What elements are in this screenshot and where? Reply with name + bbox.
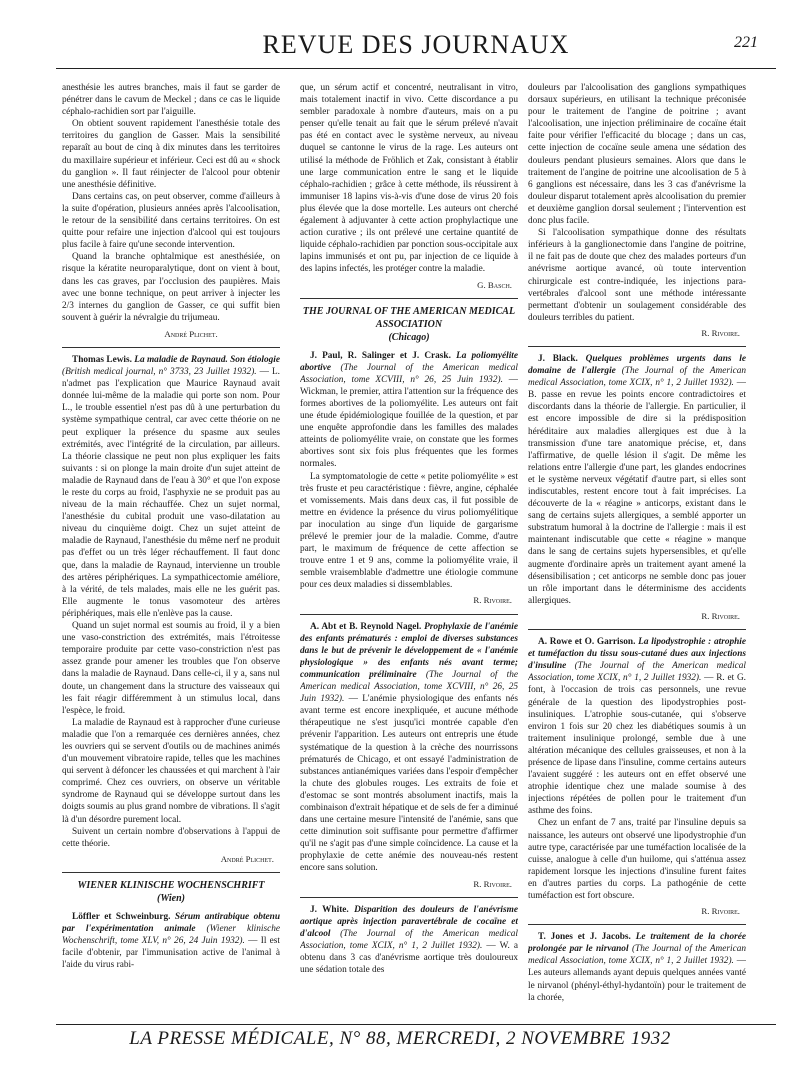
page-footer: LA PRESSE MÉDICALE, N° 88, MERCREDI, 2 NOVEMBRE 1932	[129, 1028, 671, 1049]
paragraph: douleurs par l'alcoolisation des ganglions sympathiques dorsaux supérieurs, en utilisant la technique préconisée pour le traitement de l'angine de poitrine ; avant l'alcoolisation, une injection préliminaire de cocaïne était faite pour vérifier l'efficacité du blocage ; dans un cas, cette injection de cocaïne seule amena une sédation des douleurs pendant plusieurs semaines. Alors que dans le traitement de l'angine de poitrine une alcoolisation de 5 à 6 ganglions est nécessaire, dans les 3 cas d'anévrisme la douleur disparut totalement après alcoolisation du premier et deuxième ganglion dorsal seulement ; l'intervention est donc plus facile.	[528, 83, 746, 227]
journal-city: (Wien)	[157, 892, 185, 904]
page-number: 221	[734, 34, 758, 51]
article-author: J. Paul, R. Salinger et J. Crask.	[310, 350, 451, 361]
paragraph: anesthésie les autres branches, mais il faut se garder de pénétrer dans le cavum de Meckel ; dans ce cas le liquide céphalo-rachidien sort par l'aiguille.	[62, 83, 280, 118]
article-text: — B. passe en revue les points encore contradictoires et discordants dans la théorie de l'allergie. En particulier, il est encore impossible de dire si la prédisposition héréditaire aux maladies allergiques est due à la transmission d'une tare anatomique précise, et, dans l'affirmative, de quelle lésion il s'agit. De même les relations entre l'allergie d'une part, les glandes endocrines et le système nerveux végétatif d'autre part, si elles sont indiscutables, restent encore tout à fait imprécises. La découverte de la « réagine » anticorps, existant dans le sang de certains sujets allergiques, a semblé apporter un substratum humoral à la doctrine de l'allergie : mais il est maintenant indiscutable que cette « réagine » manque dans le sang de certains sujets hypersensibles, et qu'elle augmente d'ordinaire après un traitement ayant amené la désensibilisation ; cet anticorps ne semble donc pas jouer un rôle important dans le déterminisme des accidents allergiques.	[528, 378, 746, 606]
signature: R. Rivoire.	[701, 327, 740, 338]
signature: André Plichet.	[164, 328, 218, 339]
article-title: La poliomyélite abortive	[300, 350, 518, 373]
separator-rule	[62, 872, 280, 873]
journal-heading	[300, 305, 518, 344]
article-title: La lipodystrophie : atrophie et tuméfaction du tissu sous-cutané dues aux injections d'insuline	[528, 637, 746, 672]
paragraph: Chez un enfant de 7 ans, traité par l'insuline depuis sa naissance, les auteurs ont observé une lipodystrophie d'un autre type, caractérisée par une tuméfaction localisée de la cuisse, analogue à celle d'un huilome, qui s'atténua assez rapidement lorsque les injections d'insuline furent faites en d'autres parties du corps. La pathogénie de cette tuméfaction est fort obscure.	[528, 818, 746, 901]
article-summary	[300, 904, 518, 977]
paragraph: On obtient souvent rapidement l'anesthésie totale des territoires du ganglion de Gasser. Mais la sensibilité reparaît au bout de cinq à dix minutes dans les territoires du maxillaire supérieur et inférieur. Ceci est dû au « shock du ganglion ». Il faut réinjecter de l'alcool pour obtenir une anesthésie définitive.	[62, 119, 280, 190]
article-title: Sérum antirabique obtenu par l'expérimentation animale	[62, 911, 280, 934]
paragraph: Dans certains cas, on peut observer, comme d'ailleurs à la suite d'opération, plusieurs années après l'alcoolisation, le retour de la sensibilité dans certains territoires. On est quitte pour refaire une injection d'alcool qui est toujours plus facile à faire qu'une seconde intervention.	[62, 191, 280, 251]
article-text: — L'anémie physiologique des enfants nés avant terme est encore inexpliquée, et aucune méthode thérapeutique ne s'est jusqu'ici montrée capable d'en prévenir l'apparition. Les auteurs ont entrepris une étude systématique de la question à la crèche des nourrissons prématurés de Chicago, et ont essayé l'administration de substances antianémiques variées dans l'espoir d'empêcher la chute des globules rouges. Les extraits de foie et d'estomac se sont montrés absolument inactifs, mais la combinaison d'extrait hépatique et de sels de fer a diminué dans une certaine mesure l'intensité de l'anémie, sans que cette diminution soit suffisante pour permettre d'affirmer qu'il ne s'agit pas d'une simple coïncidence. La cause et la prophylaxie de cette anémie des nouveau-nés restent encore sans solution.	[300, 694, 518, 874]
article-summary	[300, 350, 518, 471]
article-text: — Les auteurs allemands ayant depuis quelques années vanté le nirvanol (phényl-éthyl-hydantoïn) pour le traitement de la chorée,	[528, 956, 746, 1003]
paragraph: La maladie de Raynaud est à rapprocher d'une curieuse maladie que l'on a remarquée ces dernières années, chez les ouvriers qui se servent d'outils ou de machines animés d'un mouvement vibratoire rapide, telles que les machines qui servent à défoncer les chaussées et qui marchent à l'air comprimé. Chez ces ouvriers, on observe un véritable syndrome de Raynaud qui se développe surtout dans les doigts soumis au plus grand nombre de vibrations. Il s'agit là d'un désordre purement local.	[62, 717, 280, 825]
paragraph: que, un sérum actif et concentré, neutralisant in vitro, mais totalement inactif in vivo. Cette discordance a pu sembler paradoxale à nombre d'auteurs, mais on a pu penser qu'elle tenait au fait que le sérum prélevé n'avait pas été en contact avec le système nerveux, au niveau duquel se cantonne le virus de la rage. Les auteurs ont utilisé la méthode de Fröhlich et Zak, consistant à établir une large communication entre le sang et le liquide céphalo-rachidien ; grâce à cette méthode, ils réussirent à immuniser 18 lapins vis-à-vis d'une dose de virus 20 fois plus élevée que la dose mortelle. Les auteurs ont cherché également à adjuvanter à cette action prophylactique une action curative ; ils ont prélevé une certaine quantité de liquide céphalo-rachidien par ponction sous-occipitale aux lapins immunisés et ont pu, par injection de ce liquide à des lapins infectés, les protéger contre la maladie.	[300, 83, 518, 275]
article-summary	[62, 354, 280, 620]
article-summary	[528, 931, 746, 1004]
paragraph: Quand la branche ophtalmique est anesthésiée, on risque la kératite neuroparalytique, dont on vient à bout, dans les cas graves, par l'occlusion des paupières. Mais avec une bonne technique, on peut arriver à injecter les 2/3 internes du ganglion de Gasser, ce qui suffit bien souvent à guérir la névralgie du trijumeau.	[62, 252, 280, 323]
article-title: Le traitement de la chorée prolongée par le nirvanol	[528, 932, 746, 955]
article-summary	[528, 353, 746, 607]
separator-rule	[62, 347, 280, 348]
separator-rule	[528, 924, 746, 925]
article-text: — Wickman, le premier, attira l'attention sur la fréquence des formes abortives de la poliomyélite. Les auteurs ont fait une étude épidémiologique fouillée de la question, et par une enquête approfondie dans les familles des malades atteints de poliomyélite vraie, on constate que les formes abortives sont six fois plus fréquentes que les formes normales.	[300, 374, 518, 470]
article-reference: (The Journal of the American medical Association, tome XCVIII, n° 26, 25 Juin 1932).	[300, 362, 518, 385]
paragraph: La symptomatologie de cette « petite poliomyélite » est très fruste et peu caractéristique : fièvre, angine, céphalée et vomissements. Mais dans deux cas, il fut possible de mettre en évidence la présence du virus poliomyélitique par inoculation au singe d'un liquide de gargarisme prélevé le premier jour de la maladie. Comme, d'autre part, le maximum de fréquence de cette affection se trouve entre 1 et 9 ans, comme la poliomyélite vraie, il semble vraisemblable d'admettre une étiologie commune pour ces deux maladies si dissemblables.	[300, 471, 518, 591]
column-3	[528, 82, 746, 1020]
article-text: — Il est facile d'obtenir, par l'immunisation active de l'animal à l'aide du virus rabi-	[62, 936, 280, 971]
article-reference: (Wiener klinische Wochenschrift, tome XLV, n° 26, 24 Juin 1932).	[62, 924, 280, 947]
separator-rule	[300, 298, 518, 299]
paragraph: Suivent un certain nombre d'observations à l'appui de cette théorie.	[62, 826, 280, 849]
column-1	[62, 82, 280, 1020]
article-author: J. Black.	[538, 353, 578, 364]
article-author: A. Abt et B. Reynold Nagel.	[310, 621, 422, 632]
journal-name: THE JOURNAL OF THE AMERICAN MEDICAL ASSOCIATION	[302, 305, 516, 330]
article-author: Löffler et Schweinburg.	[72, 911, 171, 922]
article-reference: (The Journal of the American medical Association, tome XCIX, n° 1, 2 Juillet 1932).	[528, 944, 746, 967]
article-author: T. Jones et J. Jacobs.	[538, 932, 631, 943]
separator-rule	[300, 897, 518, 898]
separator-rule	[300, 614, 518, 615]
page-header	[56, 30, 776, 70]
article-text: — L. n'admet pas l'explication que Maurice Raynaud avait donnée lui-même de la maladie qui porte son nom. Pour L., le trouble essentiel n'est pas dû à une perturbation du système sympathique central, car avec cette théorie on ne peut expliquer la présence du spasme aux seules extrémités, avec l'intégrité de la circulation, par ailleurs. La théorie classique ne peut non plus expliquer les faits suivants : si on plonge la main droite d'un sujet atteint de maladie de Raynaud dans de l'eau à 30° et que l'on expose le reste du corps au froid, l'asphyxie ne se produit pas au niveau de la main réchauffée. Chez un sujet normal, l'anesthésie du cubital produit une vaso-dilatation au niveau du cinquième doigt. Chez un sujet atteint de maladie de Raynaud, l'anesthésie du même nerf ne produit pas d'effet ou un très léger réchauffement. Il faut donc que, dans la maladie de Raynaud, intervienne un trouble des artères périphériques. La sympathicectomie améliore, à la vérité, de tels malades, mais elle ne les guérit pas. Elle augmente le tonus vasomoteur des artères périphériques, mais elle n'enlève pas la cause.	[62, 367, 280, 619]
article-author: Thomas Lewis.	[72, 354, 132, 365]
article-text: — R. et G. font, à l'occasion de trois cas personnels, une revue générale de la question des lipodystrophies post-insuliniques. L'atrophie sous-cutanée, qui s'observe environ 1 fois sur 20 chez les diabétiques soumis à un traitement insulinique prolongé, semble due à une altération mécanique des cellules graisseuses, et non à la présence de lipase dans l'insuline, comme certains auteurs l'avaient suggéré : les auteurs ont en effet observé une atrophie identique chez une malade soumise à des injections répétées de pollen pour le traitement d'un asthme des foins.	[528, 673, 746, 817]
article-reference: (The Journal of the American medical Association, tome XCVIII, n° 26, 25 Juin 1932).	[300, 669, 518, 705]
journal-name: WIENER KLINISCHE WOCHENSCHRIFT	[77, 879, 265, 891]
column-2	[300, 82, 518, 1020]
article-summary	[62, 911, 280, 971]
journal-city: (Chicago)	[388, 331, 430, 343]
paragraph: Si l'alcoolisation sympathique donne des résultats inférieurs à la ganglionectomie dans l'angine de poitrine, il ne fait pas de doute que chez des malades porteurs d'un anévrisme aortique avancé, où toute intervention chirurgicale est contre-indiquée, les injections para-vertébrales d'alcool sont une méthode intéressante permettant d'obtenir un soulagement considérable des douleurs terribles du patient.	[528, 228, 746, 323]
article-columns	[62, 82, 744, 1020]
article-reference: (British medical journal, n° 3733, 23 Juillet 1932).	[62, 367, 257, 378]
header-rule	[56, 68, 776, 69]
footer-rule	[56, 1024, 776, 1025]
paragraph: Quand un sujet normal est soumis au froid, il y a bien une vaso-constriction des extrémités, mais l'étroitesse temporaire produite par cette vaso-constriction n'est pas assez grande pour amener les troubles que l'on observe dans la maladie de Raynaud. Dans celle-ci, il y a, sans nul doute, un changement dans la structure des vaisseaux qui les fait réagir différemment à un stimulus local, dans l'espèce, le froid.	[62, 621, 280, 716]
signature: André Plichet.	[220, 853, 274, 864]
separator-rule	[528, 629, 746, 630]
journal-heading	[62, 879, 280, 905]
article-reference: (The Journal of the American medical Association, tome XCIX, n° 1, 2 Juillet 1932).	[528, 366, 746, 389]
article-title: Prophylaxie de l'anémie des enfants prématurés : emploi de diverses substances dans le but de prévenir le développement de « l'anémie physiologique » des enfants nés avant terme; communication préliminaire	[300, 621, 518, 680]
signature: R. Rivoire.	[701, 906, 740, 917]
journal-section-title: REVUE DES JOURNAUX	[262, 30, 570, 59]
signature: R. Rivoire.	[701, 610, 740, 621]
signature: R. Rivoire.	[473, 878, 512, 889]
signature: G. Basch.	[477, 279, 512, 290]
article-reference: (The Journal of the American medical Association, tome XCIX, n° 1, 2 Juillet 1932).	[300, 928, 518, 951]
separator-rule	[528, 346, 746, 347]
signature: R. Rivoire.	[473, 595, 512, 606]
article-text: — W. a obtenu dans 3 cas d'anévrisme aortique très douloureux une sédation totale des	[300, 940, 518, 976]
article-summary	[528, 636, 746, 817]
article-author: J. White.	[310, 904, 349, 915]
article-title: Disparition des douleurs de l'anévrisme aortique après injection paravertébrale de cocaïne et d'alcool	[300, 904, 518, 939]
article-title: La maladie de Raynaud. Son étiologie	[134, 354, 280, 365]
article-summary	[300, 621, 518, 875]
article-reference: (The Journal of the American medical Association, tome XCIX, n° 1, 2 Juillet 1932).	[528, 661, 746, 684]
article-author: A. Rowe et O. Garrison.	[538, 637, 636, 648]
article-title: Quelques problèmes urgents dans le domaine de l'allergie	[528, 353, 746, 377]
